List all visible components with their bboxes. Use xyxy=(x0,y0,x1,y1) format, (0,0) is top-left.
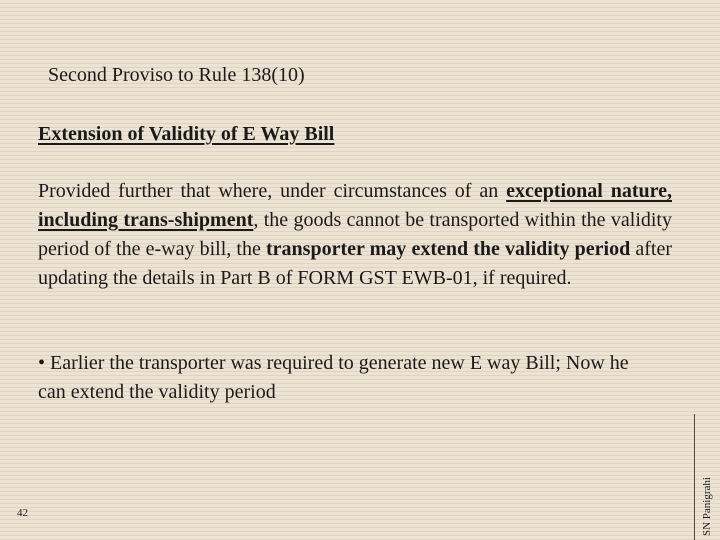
bullet-item xyxy=(38,349,658,407)
proviso-paragraph xyxy=(38,177,672,293)
paragraph-bold-phrase: transporter may extend the validity period xyxy=(266,238,631,260)
bullet-text: Earlier the transporter was required to generate new E way Bill; Now he can extend the validity period xyxy=(38,352,629,403)
footer-divider xyxy=(694,414,695,540)
author-name: SN Panigrahi xyxy=(701,477,713,536)
paragraph-text-1: Provided further that where, under circumstances of an xyxy=(38,180,507,202)
page-number: 42 xyxy=(17,507,28,519)
slide-title: Second Proviso to Rule 138(10) xyxy=(48,64,305,86)
paragraph-text-2: , the goods cannot be transported within the validity period of the e-way bill, the xyxy=(38,209,672,260)
paragraph-underlined-phrase: exceptional nature, including trans-shipment xyxy=(38,180,673,231)
paragraph-text-3: after updating the details in Part B of FORM GST EWB-01, if required. xyxy=(38,238,672,289)
bullet-marker: • xyxy=(38,352,46,374)
section-heading: Extension of Validity of E Way Bill xyxy=(38,123,335,145)
